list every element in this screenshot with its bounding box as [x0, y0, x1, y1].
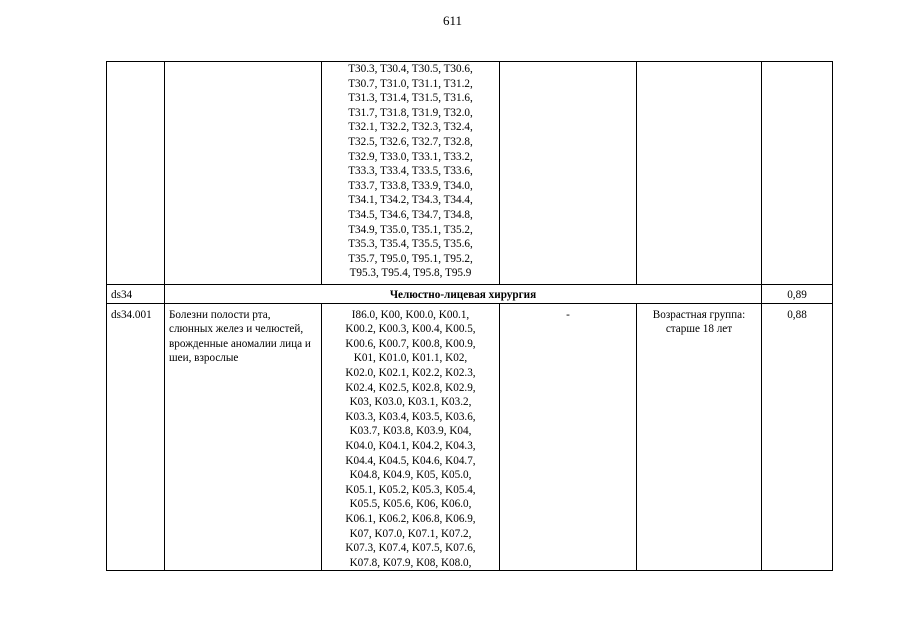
section-title: Челюстно-лицевая хирургия: [165, 285, 762, 304]
diagnosis-code-line: I86.0, K00, K00.0, K00.1,: [351, 308, 470, 321]
diagnosis-code-line: T30.3, T30.4, T30.5, T30.6,: [348, 63, 473, 75]
diagnosis-code-line: K00.6, K00.7, K00.8, K00.9,: [345, 337, 476, 350]
diagnosis-code-line: K00.2, K00.3, K00.4, K00.5,: [345, 323, 476, 336]
entry-criteria: Возрастная группа: старше 18 лет: [637, 303, 762, 571]
diagnosis-code-line: K05.1, K05.2, K05.3, K05.4,: [345, 483, 476, 496]
diagnosis-code-line: K01, K01.0, K01.1, K02,: [353, 352, 468, 365]
tariff-table: [106, 61, 833, 571]
entry-service: -: [500, 303, 637, 571]
cell-criteria-empty: [637, 62, 762, 285]
diagnosis-code-line: K03.3, K03.4, K03.5, K03.6,: [345, 410, 476, 423]
diagnosis-code-line: K04.0, K04.1, K04.2, K04.3,: [345, 439, 476, 452]
diagnosis-code-line: K06.1, K06.2, K06.8, K06.9,: [345, 512, 476, 525]
diagnosis-code-line: K04.8, K04.9, K05, K05.0,: [349, 469, 472, 482]
cell-continuation-codes: [322, 62, 500, 285]
diagnosis-code-line: K03.7, K03.8, K03.9, K04,: [349, 425, 472, 438]
diagnosis-code-line: T34.5, T34.6, T34.7, T34.8,: [348, 208, 473, 221]
diagnosis-code-line: T33.7, T33.8, T33.9, T34.0,: [348, 179, 473, 192]
cell-coefficient-empty: [762, 62, 833, 285]
section-coefficient: 0,89: [762, 285, 833, 304]
diagnosis-code-line: T31.3, T31.4, T31.5, T31.6,: [348, 92, 473, 105]
diagnosis-code-line: K02.0, K02.1, K02.2, K02.3,: [345, 366, 476, 379]
diagnosis-code-line: T33.3, T33.4, T33.5, T33.6,: [348, 165, 473, 178]
diagnosis-code-line: T32.1, T32.2, T32.3, T32.4,: [348, 121, 473, 134]
table-row-entry: [107, 303, 833, 571]
table-row-section: [107, 285, 833, 304]
diagnosis-code-line: T30.7, T31.0, T31.1, T31.2,: [348, 77, 473, 90]
diagnosis-code-line: K05.5, K05.6, K06, K06.0,: [349, 498, 472, 511]
diagnosis-code-list: [325, 62, 496, 281]
page-number: 611: [442, 13, 463, 28]
cell-name-empty: [165, 62, 322, 285]
entry-code: ds34.001: [107, 303, 165, 571]
diagnosis-code-line: K04.4, K04.5, K04.6, K04.7,: [345, 454, 476, 467]
diagnosis-code-line: K07.3, K07.4, K07.5, K07.6,: [345, 542, 476, 555]
diagnosis-code-line: T32.9, T33.0, T33.1, T33.2,: [348, 150, 473, 163]
diagnosis-code-line: T31.7, T31.8, T31.9, T32.0,: [348, 106, 473, 119]
diagnosis-code-line: T95.3, T95.4, T95.8, T95.9: [349, 267, 472, 280]
diagnosis-code-line: T32.5, T32.6, T32.7, T32.8,: [348, 135, 473, 148]
diagnosis-code-line: K07, K07.0, K07.1, K07.2,: [349, 527, 472, 540]
entry-coefficient: 0,88: [762, 303, 833, 571]
diagnosis-code-line: K07.8, K07.9, K08, K08.0,: [349, 556, 472, 569]
entry-name: Болезни полости рта, слюнных желез и челюстей, врожденные аномалии лица и шеи, взрослые: [165, 303, 322, 571]
section-code: ds34: [107, 285, 165, 304]
table-row-continuation: [107, 62, 833, 285]
diagnosis-code-line: K03, K03.0, K03.1, K03.2,: [349, 396, 472, 409]
diagnosis-code-line: T35.3, T35.4, T35.5, T35.6,: [348, 238, 473, 251]
diagnosis-code-line: T34.1, T34.2, T34.3, T34.4,: [348, 194, 473, 207]
diagnosis-code-line: T34.9, T35.0, T35.1, T35.2,: [348, 223, 473, 236]
cell-entry-codes: [322, 303, 500, 571]
cell-service-empty: [500, 62, 637, 285]
diagnosis-code-list: [325, 308, 496, 571]
cell-code-empty: [107, 62, 165, 285]
diagnosis-code-line: T35.7, T95.0, T95.1, T95.2,: [348, 252, 473, 265]
diagnosis-code-line: K02.4, K02.5, K02.8, K02.9,: [345, 381, 476, 394]
